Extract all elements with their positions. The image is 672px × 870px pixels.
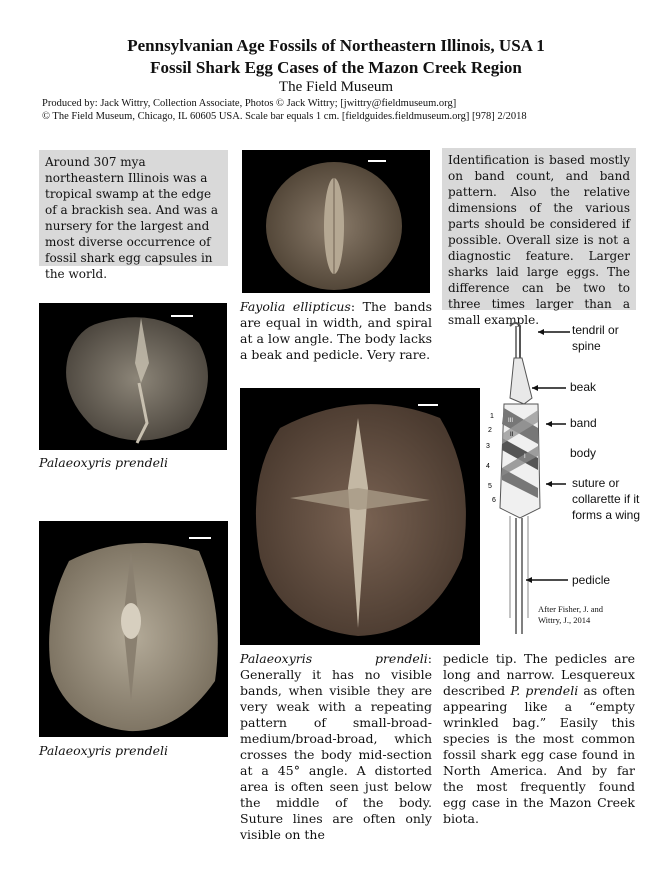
species-name: Palaeoxyris prendeli bbox=[240, 651, 428, 666]
band-number: 6 bbox=[492, 497, 496, 504]
palaeoxyris-photo-large bbox=[240, 388, 480, 645]
palaeoxyris-fossil-image-bottom bbox=[39, 521, 228, 737]
palaeoxyris-photo-small bbox=[39, 303, 227, 450]
palaeoxyris-photo-bottom bbox=[39, 521, 228, 737]
arrow-head-icon bbox=[546, 481, 552, 487]
fayolia-fossil-image bbox=[242, 150, 430, 293]
museum-name: The Field Museum bbox=[278, 79, 394, 95]
palaeoxyris-caption-bottom bbox=[39, 743, 229, 759]
fayolia-species-name: Fayolia ellipticus bbox=[240, 299, 351, 314]
fayolia-caption bbox=[240, 299, 432, 363]
band-roman: III bbox=[508, 418, 514, 424]
band-number: 4 bbox=[486, 463, 490, 470]
label-beak: beak bbox=[570, 380, 597, 394]
label-body: body bbox=[570, 446, 597, 460]
arrow-head-icon bbox=[546, 421, 552, 427]
species-name: Palaeoxyris prendeli bbox=[39, 743, 168, 758]
description-text: pedicle tip. The pedicles are long and narrow. Lesquereux described bbox=[443, 651, 635, 698]
arrow-head-icon bbox=[526, 577, 532, 583]
label-pedicle: pedicle bbox=[572, 573, 611, 587]
species-name: Palaeoxyris prendeli bbox=[39, 455, 168, 470]
band-number: 2 bbox=[488, 427, 492, 434]
palaeoxyris-description-continued bbox=[443, 651, 635, 827]
palaeoxyris-caption-small bbox=[39, 455, 229, 471]
band-roman: I bbox=[524, 454, 526, 460]
description-text: as often appearing like a “empty wrinkled bag.” Easily this species is the most common fossil shark egg case found in North America. And by far the most frequently found egg case in the Mazon Creek biota. bbox=[443, 683, 635, 826]
identification-box: Identification is based mostly on band count, and band pattern. Also the relative dimensions of the various parts should be considered if possible. Overall size is not a diagnostic feature. Larger sharks laid large eggs. The difference can be two to three times larger than a small example. bbox=[442, 148, 636, 310]
label-tendril: tendril or spine bbox=[572, 323, 619, 353]
palaeoxyris-fossil-image-small bbox=[39, 303, 227, 450]
band-number: 1 bbox=[490, 413, 494, 420]
label-suture: suture or collarette if it forms a wing bbox=[572, 476, 641, 522]
description-text: : Generally it has no visible bands, when visible they are very weak with a repeating pattern of small-broad-medium/broad-broad, which crosses the body mid-section at a 45° angle. A distorted area is often seen just below the middle of the body. Suture lines are often only visible on the bbox=[240, 651, 432, 842]
label-band: band bbox=[570, 416, 597, 430]
band-number: 5 bbox=[488, 483, 492, 490]
arrow-head-icon bbox=[532, 385, 538, 391]
palaeoxyris-fossil-image-large bbox=[240, 388, 480, 645]
species-abbrev: P. prendeli bbox=[510, 683, 579, 698]
page-title: Pennsylvanian Age Fossils of Northeastern Illinois, USA 1 bbox=[127, 36, 545, 55]
page-subtitle: Fossil Shark Egg Cases of the Mazon Creek Region bbox=[150, 58, 522, 77]
band-roman: II bbox=[510, 432, 514, 438]
fayolia-description: : The bands are equal in width, and spiral at a low angle. The body lacks a beak and pedicle. Very rare. bbox=[240, 299, 432, 362]
copyright-line: © The Field Museum, Chicago, IL 60605 USA. Scale bar equals 1 cm. [fieldguides.fieldmuseum.org] [978] 2/2018 bbox=[42, 111, 527, 122]
arrow-head-icon bbox=[538, 329, 544, 335]
credit-line: Produced by: Jack Wittry, Collection Associate, Photos © Jack Wittry; [jwittry@fieldmuseum.org] bbox=[42, 98, 457, 109]
intro-box: Around 307 mya northeastern Illinois was a tropical swamp at the edge of a brackish sea. And was a nursery for the largest and most diverse occurrence of fossil shark egg capsules in the world. bbox=[39, 150, 228, 266]
palaeoxyris-main-description bbox=[240, 651, 432, 843]
egg-case-diagram bbox=[480, 318, 650, 640]
diagram-source: After Fisher, J. and Wittry, J., 2014 bbox=[538, 604, 604, 625]
fayolia-photo bbox=[242, 150, 430, 293]
band-number: 3 bbox=[486, 443, 490, 450]
